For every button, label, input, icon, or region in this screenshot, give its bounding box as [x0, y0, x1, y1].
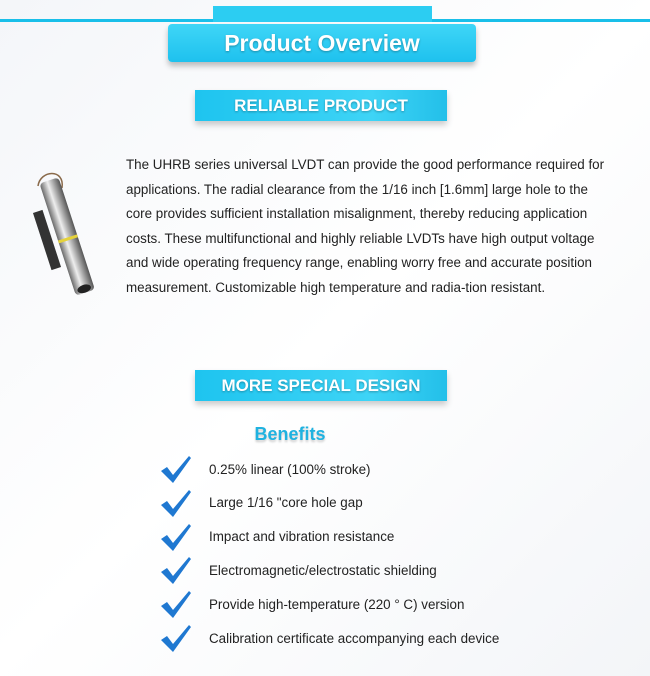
reliable-product-description: The UHRB series universal LVDT can provide the good performance required for applications. The radial clearance from the 1/16 inch [1.6mm] large hole to the core provides sufficient installation misalignment, thereby reducing application costs. These multifunctional and highly reliable LVDTs have high output voltage and wide operating frequency range, enabling worry free and accurate position measurement. Customizable high temperature and radia-tion resistant.	[126, 157, 605, 295]
checkmark-icon	[160, 522, 192, 552]
checkmark-icon	[160, 454, 192, 484]
checkmark-icon	[160, 589, 192, 619]
benefits-title: Benefits	[254, 424, 326, 444]
page-title: Product Overview	[168, 24, 476, 62]
benefit-text: Large 1/16 "core hole gap	[209, 495, 363, 511]
benefit-text: Calibration certificate accompanying each device	[209, 630, 500, 646]
reliable-product-heading: RELIABLE PRODUCT	[195, 90, 447, 121]
benefit-item	[160, 553, 437, 587]
benefit-text: Provide high-temperature (220 ° C) version	[209, 596, 465, 612]
benefit-item	[160, 486, 363, 520]
benefit-text: Electromagnetic/electrostatic shielding	[209, 562, 437, 578]
benefit-text: Impact and vibration resistance	[209, 529, 395, 545]
header-tab	[213, 6, 432, 22]
benefit-item	[160, 587, 464, 621]
lvdt-product-image	[20, 168, 110, 298]
benefit-text: 0.25% linear (100% stroke)	[209, 461, 371, 477]
benefit-item	[160, 621, 499, 655]
benefit-item	[160, 452, 371, 486]
special-design-heading: MORE SPECIAL DESIGN	[195, 370, 447, 401]
checkmark-icon	[160, 623, 192, 653]
checkmark-icon	[160, 555, 192, 585]
checkmark-icon	[160, 488, 192, 518]
benefit-item	[160, 520, 394, 554]
